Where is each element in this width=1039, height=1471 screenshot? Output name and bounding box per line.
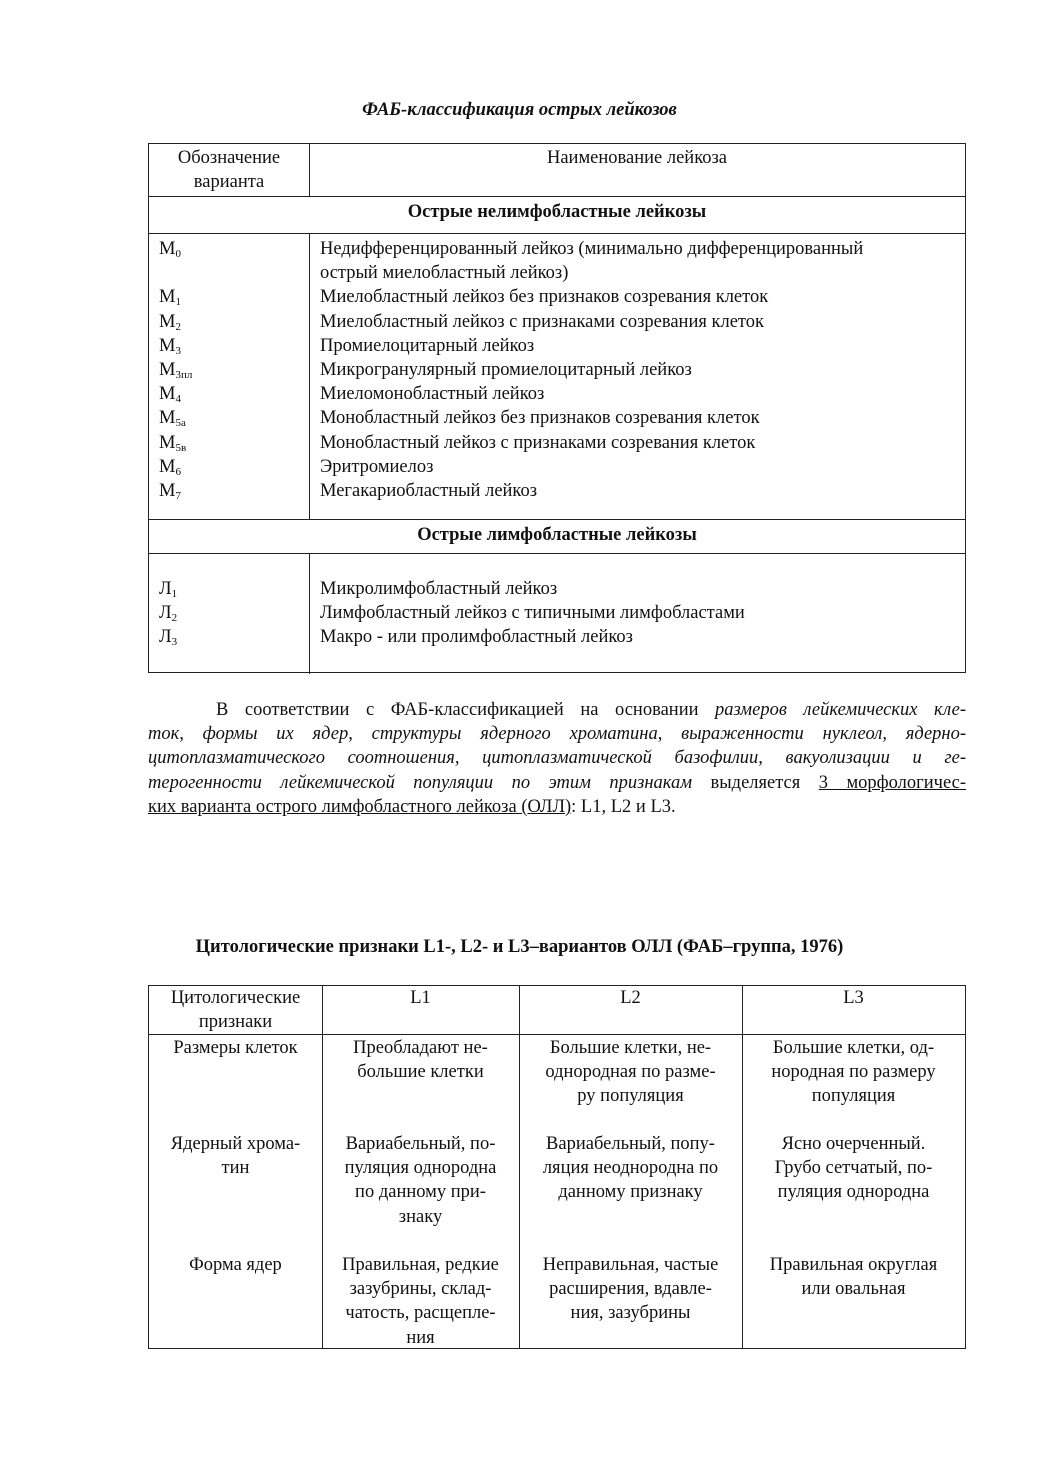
row-chromatin-l3: Ясно очерченный. Грубо сетчатый, по- пуляция однородна (774, 1134, 933, 1203)
name-m1: Миелобластный лейкоз без признаков созревания клеток (320, 287, 769, 308)
table2-title: Цитологические признаки L1-, L2- и L3–вариантов ОЛЛ (ФАБ–группа, 1976) (195, 937, 844, 957)
table1-divider (149, 196, 965, 197)
paragraph-line: ких варианта острого лимфобластного лейкоза (ОЛЛ): L1, L2 и L3. (148, 796, 676, 817)
name-m5v: Монобластный лейкоз с признаками созревания клеток (320, 432, 756, 453)
name-m0-line2: острый миелобластный лейкоз) (320, 263, 569, 284)
section-nonlymphoblastic: Острые нелимфобластные лейкозы (407, 202, 707, 222)
code-m3pl: $М_{3пл}$ (159, 360, 193, 382)
name-m0-line1: Недифференцированный лейкоз (минимально дифференцированный (320, 239, 864, 259)
table1-title: ФАБ-классификация острых лейкозов (362, 100, 677, 120)
m-names-column (320, 237, 957, 503)
header-variant-line1: Обозначение (177, 148, 281, 168)
l-codes-column (159, 577, 304, 650)
name-m3pl: Микрогранулярный промиелоцитарный лейкоз (320, 360, 692, 381)
row-cell-size-l1: Преобладают не- большие клетки (353, 1038, 488, 1083)
code-l3: $Л_3$ (159, 627, 178, 649)
row-nucleus-shape-l1: Правильная, редкие зазубрины, склад- чатость, расщепле- ния (342, 1255, 499, 1348)
table1-divider (149, 519, 965, 520)
code-m6: $М_6$ (159, 456, 181, 478)
code-m7: $М_7$ (159, 481, 181, 503)
table1-divider (149, 553, 965, 554)
header-variant (149, 146, 309, 194)
code-m1: $М_1$ (159, 287, 181, 309)
name-l2: Лимфобластный лейкоз с типичными лимфобластами (320, 603, 745, 624)
name-m6: Эритромиелоз (320, 456, 434, 477)
header-cytologic-features: Цитологические признаки (170, 988, 301, 1033)
header-l3: L3 (843, 988, 864, 1008)
name-l1: Микролимфобластный лейкоз (320, 579, 558, 599)
row-chromatin-l1: Вариабельный, по- пуляция однородна по данному при- знаку (344, 1134, 497, 1227)
body-paragraph (148, 698, 966, 819)
table1-divider (149, 233, 965, 234)
table1-column-divider (309, 553, 310, 674)
code-m5v: $М_{5в}$ (159, 432, 187, 454)
row-nucleus-shape-label: Форма ядер (189, 1255, 282, 1275)
fab-classification-table (148, 143, 966, 673)
cytology-table (148, 985, 966, 1349)
paragraph-line: ток, формы их ядер, структуры ядерного хроматина, выраженности нуклеол, ядерно- (148, 724, 966, 745)
name-m3: Промиелоцитарный лейкоз (320, 335, 535, 356)
section-lymphoblastic: Острые лимфобластные лейкозы (417, 525, 697, 545)
row-cell-size-label: Размеры клеток (173, 1038, 298, 1058)
code-l2: $Л_2$ (159, 603, 178, 625)
code-m4: $М_4$ (159, 384, 181, 406)
header-variant-line2: варианта (193, 172, 265, 192)
row-cell-size-l2: Большие клетки, не- однородная по разме- ру популяция (545, 1038, 716, 1107)
name-m5a: Монобластный лейкоз без признаков созревания клеток (320, 408, 760, 429)
paragraph-line: терогенности лейкемической популяции по этим признакам выделяется 3 морфологичес- (148, 772, 966, 793)
name-l3: Макро - или пролимфобластный лейкоз (320, 627, 633, 648)
code-m2: $М_2$ (159, 311, 181, 333)
row-chromatin-label: Ядерный хрома- тин (170, 1134, 301, 1179)
header-l1: L1 (410, 988, 431, 1008)
name-m2: Миелобластный лейкоз с признаками созревания клеток (320, 311, 764, 332)
l-names-column (320, 577, 957, 650)
row-nucleus-shape-l3: Правильная округлая или овальная (769, 1255, 938, 1300)
header-leukemia-name: Наименование лейкоза (546, 148, 728, 168)
code-m0: $М_0$ (159, 239, 181, 260)
row-cell-size-l3: Большие клетки, од- нородная по размеру популяция (771, 1038, 936, 1107)
code-l1: $Л_1$ (159, 579, 178, 600)
row-chromatin-l2: Вариабельный, попу- ляция неоднородна по данному признаку (542, 1134, 719, 1203)
row-nucleus-shape-l2: Неправильная, частые расширения, вдавле- ния, зазубрины (542, 1255, 719, 1324)
header-l2: L2 (620, 988, 641, 1008)
name-m4: Миеломонобластный лейкоз (320, 384, 545, 405)
m-codes-column (159, 237, 304, 503)
code-m3: $М_3$ (159, 335, 181, 357)
code-m5a: $М_{5а}$ (159, 408, 186, 430)
paragraph-line: В соответствии с ФАБ-классификацией на основании размеров лейкемических кле- (216, 700, 966, 720)
name-m7: Мегакариобластный лейкоз (320, 481, 538, 502)
paragraph-line: цитоплазматического соотношения, цитоплазматической базофилии, вакуолизации и ге- (148, 748, 966, 769)
table1-column-divider (309, 233, 310, 519)
